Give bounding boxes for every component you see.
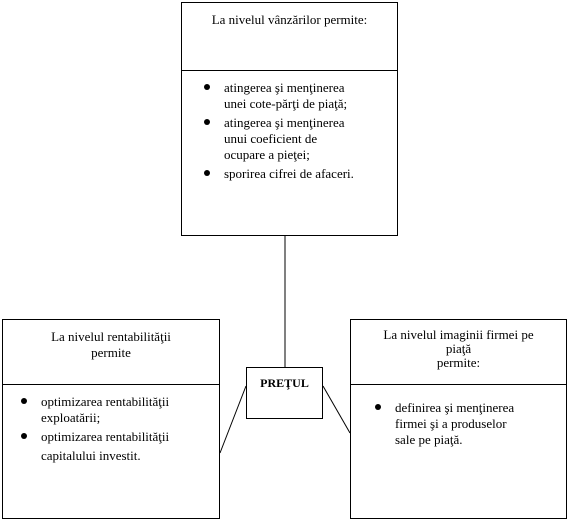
price-box <box>246 367 323 419</box>
bullet-icon <box>204 119 210 125</box>
sales-level-header <box>182 3 397 71</box>
image-title-line: La nivelul imaginii firmei pe <box>383 327 534 342</box>
list-item-line: unui coeficient de <box>224 131 318 146</box>
bullet-icon <box>204 170 210 176</box>
list-item-line: optimizarea rentabilităţii <box>41 394 170 409</box>
list-item <box>204 115 391 163</box>
profitability-level-list <box>21 394 215 464</box>
list-item <box>204 166 391 182</box>
profitability-level-body <box>3 385 219 518</box>
list-item <box>21 394 215 426</box>
price-label: PREŢUL <box>260 376 309 390</box>
image-title-line: piaţă <box>445 341 472 356</box>
profitability-level-header <box>3 320 219 385</box>
sales-level-box <box>181 2 398 236</box>
bullet-icon <box>21 398 27 404</box>
list-item-line: optimizarea rentabilităţii <box>41 429 170 444</box>
list-item-line: sporirea cifrei de afaceri. <box>224 166 354 181</box>
bullet-icon <box>375 404 381 410</box>
image-level-header <box>351 320 566 385</box>
list-item-line: definirea şi menţinerea <box>395 400 515 415</box>
list-item-line: atingerea şi menţinerea <box>224 115 345 130</box>
sales-level-title: La nivelul vânzărilor permite: <box>211 12 368 27</box>
list-item <box>375 400 562 448</box>
list-item-line: sale pe piaţă. <box>395 432 463 447</box>
list-item <box>204 80 391 112</box>
connector-left <box>220 386 246 453</box>
image-level-list <box>375 400 562 448</box>
image-level-box <box>350 319 567 519</box>
list-item-line: exploatării; <box>41 410 101 425</box>
profitability-level-box <box>2 319 220 519</box>
list-item-line: firmei şi a produselor <box>395 416 507 431</box>
profitability-title-line: La nivelul rentabilităţii <box>51 329 171 344</box>
list-item <box>21 429 215 464</box>
list-item-line: unei cote-părţi de piaţă; <box>224 96 348 111</box>
bullet-icon <box>21 433 27 439</box>
profitability-title-line: permite <box>91 345 131 360</box>
image-title-line: permite: <box>436 355 481 370</box>
sales-level-list <box>204 80 391 182</box>
image-level-body <box>351 385 566 518</box>
list-item-line: atingerea şi menţinerea <box>224 80 345 95</box>
list-item-line: ocupare a pieţei; <box>224 147 310 162</box>
connector-right <box>323 386 350 433</box>
sales-level-body <box>182 71 397 235</box>
list-item-line: capitalului investit. <box>41 448 141 463</box>
bullet-icon <box>204 84 210 90</box>
